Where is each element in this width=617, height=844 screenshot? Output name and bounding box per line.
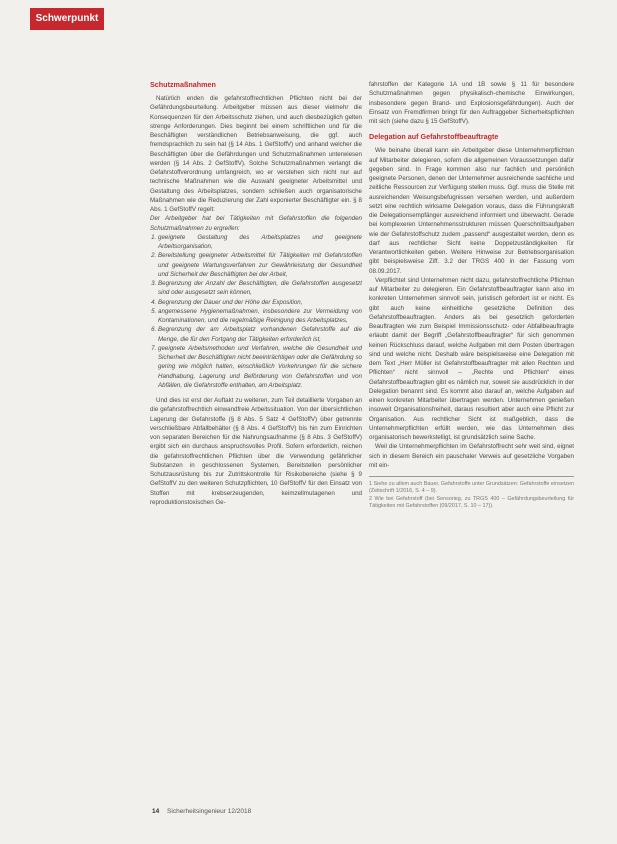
list-item: 3. Begrenzung der Anzahl der Beschäftigten, die Gefahrstoffen ausgesetzt sind oder ausgesetzt sein können, — [158, 279, 362, 298]
footnote: 1 Siehe zu allem auch Bauer, Gefahrstoffe unter Grundsätzen: Gefahrstoffe einsetzen (Zeitschrift 1/2016, S. 4 – 9). — [369, 481, 574, 495]
paragraph: Natürlich enden die gefahrstoffrechtlichen Pflichten nicht bei der Gefährdungsbeurteilung. Arbeitgeber müssen aus dieser vielmehr die Konsequenzen für den Arbeitsschutz ziehen, und auch diesbezüglich gelten strenge Anforderungen. Dies beginnt bei einem schriftlichen und für die Beschäftigten verständlichen Betriebsanweisung, die ggf. auch fremdsprachlich zu sein hat (§ 14 Abs. 1 GefStoffV) und anhand welcher die Beschäftigten über die Gefährdungen und Schutzmaßnahmen unterwiesen werden (§ 14 Abs. 2 GefStoffV). Solche Schutzmaßnahmen verlangt die Gefahrstoffverordnung umfangreich, wo er verstehen sich nicht nur auf technische Maßnahmen wie die Auswahl geeigneter Arbeitsmittel und Gestaltung des Arbeitsplatzes, sondern schließen auch organisatorische Maßnahmen wie die Reduzierung der Zahl exponierter Beschäftigter ein. § 8 Abs. 1 GefStoffV regelt: — [150, 95, 362, 213]
footnote: 2 Wie bei Gefahrstoff (bei Sensorieg, zu TRGS 400 – Gefährdungsbeurteilung für Tätigkeiten mit Gefahrstoffen (09/2017, S. 10 – 17)). — [369, 495, 574, 510]
paragraph: fahrstoffen der Kategorie 1A und 1B sowie § 11 für besondere Schutzmaßnahmen gegen physikalisch-chemische Einwirkungen, insbesondere gegen Brand- und Explosionsgefährdungen). Auch der Einsatz von Fremdfirmen bringt für den Auftraggeber Sicherheitspflichten mit sich (siehe dazu § 15 GefStoffV). — [369, 81, 574, 125]
section-heading-schutzmassnahmen: Schutzmaßnahmen — [150, 80, 216, 89]
section-heading-delegation: Delegation auf Gefahrstoffbeauftragte — [369, 132, 499, 142]
list-item: 4. Begrenzung der Dauer und der Höhe der Exposition, — [158, 298, 362, 307]
list-item: 1. geeignete Gestaltung des Arbeitsplatzes und geeignete Arbeitsorganisation, — [158, 233, 362, 252]
paragraph: Und dies ist erst der Auftakt zu weiteren, zum Teil detaillierte Vorgaben an die gefahrstoffrechtlich einwandfreie Arbeitssituation. Von der übersichtlichen Lagerung der Gefahrstoffe (§ 8 Abs. 5 Satz 4 GefStoffV) über getrennte verschließbare Abfallbehälter (§ 8 Abs. 4 GefStoffV) bis hin zum Einrichten von separaten Bereichen für die Nahrungsaufnahme (§ 8 Abs. 3 GefStoffV) ergibt sich ein durchaus anspruchsvolles Profil. Sofern erforderlich, reichen die gefahrstoffrechtlichen Pflichten über die Verwendung gefährlicher Substanzen in geschlossenen Systemen, Bereitstellen persönlicher Schutzausrüstung bis zur Zutrittskontrolle für Risikobereiche (siehe § 9 GefStoffV zu den weiteren Schutzpflichten, 10 GefStoffV für den Einsatz von Stoffen mit krebserzeugenden, keimzellmutagenen und reproduktionstoxischen Ge- — [150, 397, 362, 506]
list-item: 6. Begrenzung der am Arbeitsplatz vorhandenen Gefahrstoffe auf die Menge, die für den Fortgang der Tätigkeiten erforderlich ist, — [158, 325, 362, 344]
footnotes — [369, 476, 574, 511]
page-footer — [152, 808, 251, 815]
section-tag: Schwerpunkt — [30, 8, 104, 30]
paragraph: Verpflichtet sind Unternehmen nicht dazu, gefahrstoffrechtliche Pflichten auf Mitarbeiter zu delegieren. Ein Gefahrstoffbeauftragter kann also im konkreten Unternehmen sinnvoll sein, juristisch gefordert ist er nicht. Es gibt auch keine einheitliche gesetzliche Definition des Gefahrstoffbeauftragten. Anders als bei gesetzlich geforderten Beauftragten wie zum Beispiel Immissionsschutz- oder Abfallbeauftragte erlaubt damit der Begriff „Gefahrstoffbeauftragter“ für sich genommen keinen Rückschluss darauf, welche Aufgaben mit dem Posten übertragen sind und welche nicht. Deshalb wäre beispielsweise eine Delegation mit dem Text „Herr Müller ist Gefahrstoffbeauftragter mit allen Rechten und Pflichten“ nicht sinnvoll – „Rechte und Pflichten“ eines Gefahrstoffbeauftragten gibt es nämlich nur, soweit sie ausdrücklich in der Delegation benannt sind. Es kommt also darauf an, welche Aufgaben auf einen konkreten Mitarbeiter übertragen werden. Unternehmen genießen insoweit Organisationsfreiheit, daraus resultiert aber auch eine Pflicht zur Organisation. Aus rechtlicher Sicht ist maßgeblich, dass die Unternehmerpflichten erfüllt werden, wie das Unternehmen dies organisatorisch bewerkstelligt, ist grundsätzlich seine Sache. — [369, 276, 574, 441]
page-number: 14 — [152, 808, 160, 815]
paragraph: Wie beinahe überall kann ein Arbeitgeber diese Unternehmerpflichten auf Mitarbeiter delegieren, sofern die allgemeinen Voraussetzungen dafür gegeben sind. In Frage kommen also nur fachlich und persönlich geeignete Personen, denen der Unternehmer ausreichende sachliche und zeitliche Ressourcen zur Verfügung stellen muss. Ggf. muss die Stelle mit ausreichenden Weisungsbefugnissen versehen werden, und außerdem setzt eine rechtlich wirksame Delegation voraus, dass die Führungskraft die Delegationsempfänger ausreichend informiert und überwacht. Gerade bei komplexeren Unternehmensstrukturen müssen Querschnittsaufgaben wie der Gefahrstoffschutz zudem „passend“ ausgestaltet werden, denn es darf aus rechtlicher Sicht keine Doppelzuständigkeiten für Verantwortlichkeiten geben. Weitere Hinweise zur Betriebsorganisation gibt beispielsweise Ziff. 3.2 der TRGS 400 in der Fassung vom 08.09.2017. — [369, 147, 574, 275]
left-column — [150, 80, 362, 507]
publication-name: Sicherheitsingenieur 12/2018 — [167, 808, 252, 815]
list-item: 5. angemessene Hygienemaßnahmen, insbesondere zur Vermeidung von Kontaminationen, und die regelmäßige Reinigung des Arbeitsplatzes, — [158, 307, 362, 326]
list-item: 2. Bereitstellung geeigneter Arbeitsmittel für Tätigkeiten mit Gefahrstoffen und geeignete Wartungsverfahren zur Gewährleistung der Gesundheit und Sicherheit der Beschäftigten bei der Arbeit, — [158, 251, 362, 279]
quote-intro: Der Arbeitgeber hat bei Tätigkeiten mit Gefahrstoffen die folgenden Schutzmaßnahmen zu ergreifen: — [150, 215, 362, 232]
right-column — [369, 80, 574, 511]
list-item: 7. geeignete Arbeitsmethoden und Verfahren, welche die Gesundheit und Sicherheit der Beschäftigten nicht beeinträchtigen oder die Gefährdung so gering wie möglich halten, einschließlich Vorkehrungen für die sichere Handhabung, Lagerung und Beförderung von Gefahrstoffen und von Abfällen, die Gefahrstoffe enthalten, am Arbeitsplatz. — [158, 344, 362, 390]
paragraph: Weil die Unternehmerpflichten im Gefahrstoffrecht sehr weit sind, eignet sich in diesem Bereich ein pauschaler Verweis auf gesetzliche Vorgaben mit ein- — [369, 443, 574, 469]
measures-list — [150, 233, 362, 390]
